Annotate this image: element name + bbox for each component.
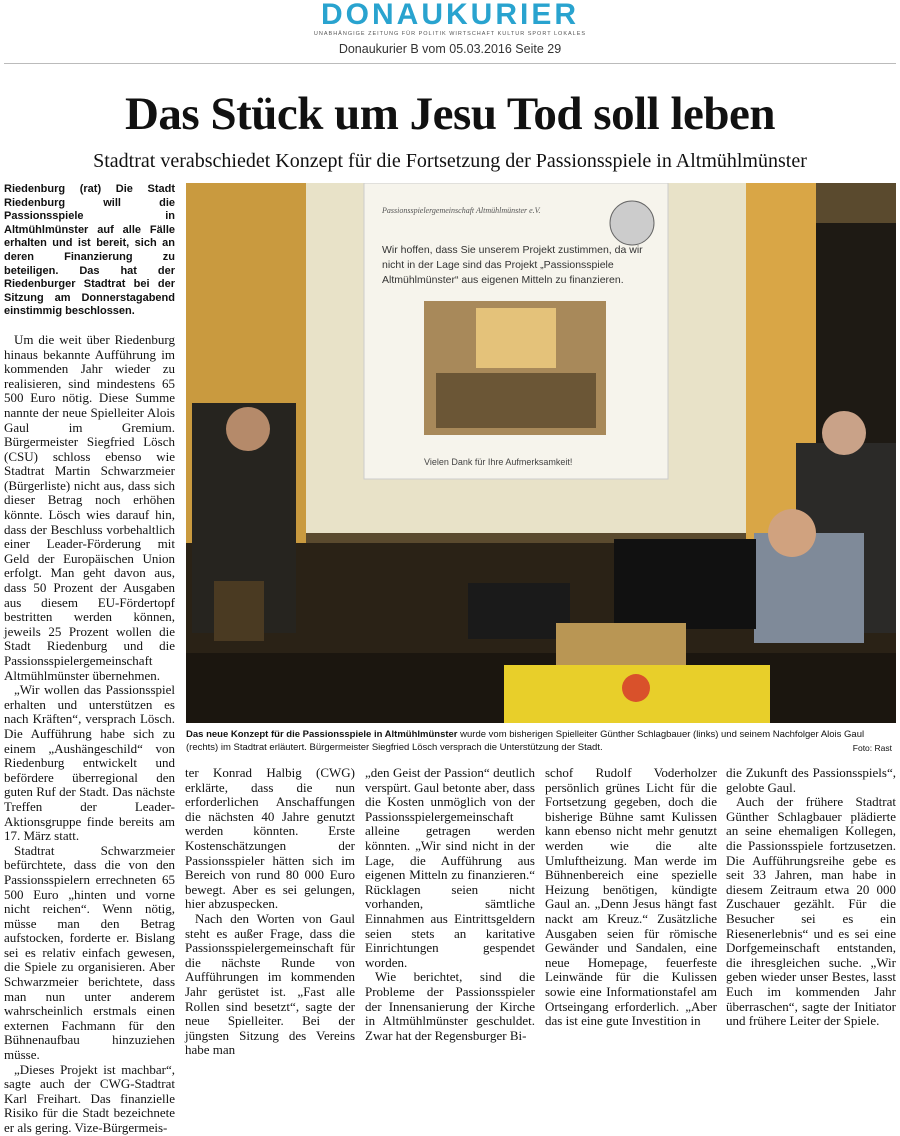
slide-footer: Vielen Dank für Ihre Aufmerksamkeit! [424, 457, 573, 467]
article-paragraph: Nach den Worten von Gaul steht es außer Frage, dass die Passionsspielergemeinschaft für die nächste Runde von Aufführungen im kommenden Jahr gerüstet ist. „Fast alle Rollen sind besetzt“, sagte der neue Spielleiter. Bei der jüngsten Sitzung des Vereins habe man [185, 910, 355, 1058]
slide-text-box [382, 243, 652, 303]
newspaper-logo: DONAUKURIER [321, 0, 579, 31]
photo-scene [186, 183, 896, 723]
article-column-4 [545, 766, 717, 1029]
article-column-2 [185, 766, 355, 1058]
laptop [468, 583, 570, 639]
photo-caption [186, 728, 896, 754]
masthead-tagline: UNABHÄNGIGE ZEITUNG FÜR POLITIK WIRTSCHAFT KULTUR SPORT LOKALES [313, 31, 587, 37]
article-subhead: Stadtrat verabschiedet Konzept für die Fortsetzung der Passionsspiele in Altmühlmünster [93, 150, 807, 172]
caption-lead: Das neue Konzept für die Passionsspiele in Altmühlmünster [186, 729, 458, 740]
slide-text: Wir hoffen, dass Sie unserem Projekt zustimmen, da wir nicht in der Lage sind das Projekt „Passionsspiele Altmühlmünster“ aus eigenen Mitteln zu finanzieren. [382, 244, 643, 286]
monitor [614, 539, 756, 629]
article-paragraph: „den Geist der Passion“ deutlich verspürt. Gaul betonte aber, dass die Kosten unmöglich von der Passionsspielergemeinschaft alleine getragen werden könnten. „Wir sind nicht in der Lage, die Aufführung aus eigenen Mitteln zu finanzieren.“ Rücklagen seien nicht vorhanden, sämtliche Einnahmen aus Eintrittsgeldern seien stets an karitative Einrichtungen gespendet worden. [365, 765, 535, 970]
article-headline: Das Stück um Jesu Tod soll leben [124, 88, 776, 140]
article-paragraph: Wie berichtet, sind die Probleme der Passionsspieler der Innensanierung der Kirche in Altmühlmünster geschuldet. Zwar hat der Regensburger Bi- [365, 969, 535, 1043]
article-column-3 [365, 766, 535, 1043]
article-paragraph: „Dieses Projekt ist machbar“, sagte auch der CWG-Stadtrat Karl Freihart. Das finanzielle Risiko für die Stadt bezeichnete er als gering. Vize-Bürgermeis- [4, 1061, 175, 1135]
article-photo [186, 183, 896, 723]
article-column-1 [4, 183, 175, 1136]
masthead [0, 0, 900, 57]
masthead-divider [4, 63, 896, 64]
crown-of-thorns-icon [610, 201, 654, 245]
article-paragraph: Auch der frühere Stadtrat Günther Schlagbauer plädierte an seine ehemaligen Kollegen, die Passionsspiele fortzusetzen. Die Aufführungsreihe gebe es seit 33 Jahren, man habe in diesem Zeitraum etwa 20 000 Zuschauer gezählt. Für die Besucher sei es ein Riesenerlebnis“ und es sei eine Dorfgemeinschaft entstanden, die ihresgleichen suche. „Wir geben wieder unser Bestes, lasst Euch im kommenden Jahr überraschen“, sagte der Initiator und frühere Leiter der Spiele. [726, 794, 896, 1029]
article-lead: Riedenburg (rat) Die Stadt Riedenburg will die Passionsspiele in Altmühlmünster auf alle Fälle erhalten und ist bereit, sich an deren Finanzierung zu beteiligen. Das hat der Riedenburger Stadtrat bei der Sitzung am Donnerstagabend einstimmig beschlossen. [4, 183, 175, 318]
bottles [214, 581, 264, 641]
caption-text: wurde vom bisherigen Spielleiter Günther Schlagbauer (links) und seinem Nachfolger Alois Gaul (rechts) im Stadtrat erläutert. Bürgermeister Siegfried Lösch versprach die Unterstützung der Stadt. [186, 729, 865, 753]
article-paragraph: schof Rudolf Voderholzer persönlich grünes Licht für die Fortsetzung gegeben, doch die bisherige Bühne samt Kulissen kann ebenso nicht mehr genutzt werden wie die alte Umluftheizung. Man werde im Bühnenbereich eine spezielle Heizung benötigen, kündigte Gaul an. „Denn Jesus hängt fast nackt am Kreuz.“ Zusätzliche Ausgaben seien für römische Gewänder und Sandalen, eine neue Homepage, feuerfeste Leinwände für die Kulissen sowie eine Informationstafel am Ortseingang erforderlich. „Aber das ist eine gute Investition in [545, 765, 717, 1029]
photo-credit: Foto: Rast [852, 743, 892, 753]
article-paragraph: ter Konrad Halbig (CWG) erklärte, dass die nun erforderlichen Anschaffungen die nächsten 40 Jahre genutzt werden könnten. Erste Kostenschätzungen der Passionsspieler hätten sich im Bereich von rund 80 000 Euro bewegt. Aber es sei gelungen, hier abzuspecken. [185, 765, 355, 912]
article-paragraph: „Wir wollen das Passionsspiel erhalten und unterstützen es nach Kräften“, versprach Lösch. Die Aufführung habe sich zu einem „Aushängeschild“ von Riedenburg entwickelt und befördere überregional den guten Ruf der Stadt. Das nächste Treffen der Leader-Aktionsgruppe finde bereits am 17. März statt. [4, 682, 175, 844]
slide-header: Passionsspielergemeinschaft Altmühlmünster e.V. [382, 206, 541, 215]
article-paragraph: Stadtrat Schwarzmeier befürchtete, dass die von den Passionsspielern errechneten 65 500 Euro „hinten und vorne nicht reichen“. Wenn nötig, müsse man den Betrag aufstocken, forderte er. Bislang sei es relativ einfach gewesen, die Spiele zu organisieren. Aber Schwarzmeier berichtete, dass man nun unter anderem wahrscheinlich erstmals einen externen Fachmann für den Bühnenaufbau hinzuziehen müsse. [4, 842, 175, 1063]
article-paragraph: die Zukunft des Passionsspiels“, gelobte Gaul. [726, 765, 896, 795]
issue-line: Donaukurier B vom 05.03.2016 Seite 29 [338, 42, 562, 56]
article-paragraph: Um die weit über Riedenburg hinaus bekannte Aufführung im kommenden Jahr wieder zu realisieren, sind mindestens 65 500 Euro nötig. Diese Summe nannte der neue Spielleiter Alois Gaul im Gremium. Bürgermeister Siegfried Lösch (CSU) schloss ebenso wie Stadtrat Martin Schwarzmeier (Bürgerliste) nicht aus, dass sich dieser Betrag noch erhöhen könnte. Lösch wies darauf hin, dass der Beschluss vorbehaltlich einer Leader-Förderung mit Geld der Europäischen Union erfolgt. Man geht davon aus, dass 50 Prozent der Ausgaben aus diesem EU-Fördertopf bestritten werden können, jeweils 25 Prozent wollen die Stadt Riedenburg und die Passionsspielergemeinschaft Altmühlmünster übernehmen. [4, 331, 175, 683]
article-column-5 [726, 766, 896, 1029]
